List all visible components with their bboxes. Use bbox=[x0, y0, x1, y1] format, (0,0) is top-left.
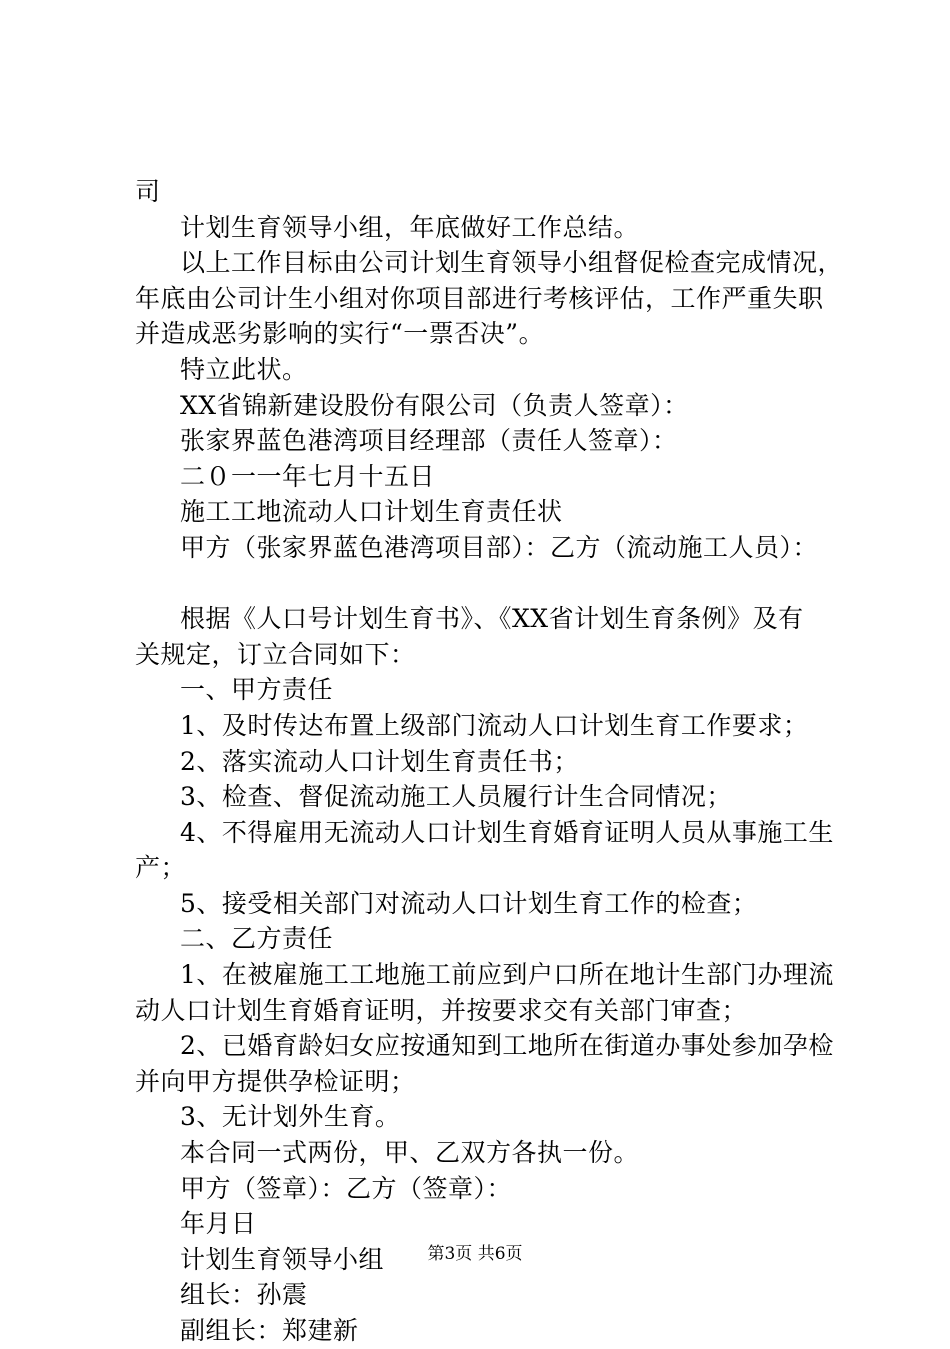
text-line: 年底由公司计生小组对你项目部进行考核评估，工作严重失职 bbox=[135, 283, 824, 313]
signature-line: 甲方（签章）：乙方（签章）： bbox=[180, 1173, 513, 1203]
parties-line: 甲方（张家界蓝色港湾项目部）：乙方（流动施工人员）： bbox=[180, 532, 819, 562]
page-number: 第3页 共6页 bbox=[427, 1244, 523, 1264]
list-item: 5、接受相关部门对流动人口计划生育工作的检查； bbox=[180, 888, 758, 918]
list-item: 4、不得雇用无流动人口计划生育婚育证明人员从事施工生 bbox=[180, 817, 834, 847]
text-line: 计划生育领导小组 bbox=[180, 1244, 385, 1274]
text-line: 关规定，订立合同如下： bbox=[135, 639, 416, 669]
section-heading: 二、乙方责任 bbox=[180, 924, 334, 954]
section-heading: 一、甲方责任 bbox=[180, 675, 334, 705]
list-item: 1、在被雇施工工地施工前应到户口所在地计生部门办理流 bbox=[180, 960, 834, 990]
list-item: 3、无计划外生育。 bbox=[180, 1102, 401, 1132]
list-item-continuation: 并向甲方提供孕检证明； bbox=[135, 1066, 416, 1096]
date-line: 年月日 bbox=[180, 1209, 257, 1239]
text-line: 特立此状。 bbox=[180, 354, 308, 384]
text-line: 张家界蓝色港湾项目经理部（责任人签章）： bbox=[180, 426, 678, 456]
text-line: 司 bbox=[135, 177, 161, 206]
text-line: 并造成恶劣影响的实行“一票否决”。 bbox=[135, 319, 545, 349]
text-line: 根据《人口号计划生育书》、《XX省计划生育条例》及有 bbox=[180, 604, 804, 634]
list-item-continuation: 产； bbox=[135, 853, 187, 883]
list-item: 2、已婚育龄妇女应按通知到工地所在街道办事处参加孕检 bbox=[180, 1031, 834, 1061]
section-title: 施工工地流动人口计划生育责任状 bbox=[180, 497, 563, 527]
list-item-continuation: 动人口计划生育婚育证明，并按要求交有关部门审查； bbox=[135, 995, 748, 1025]
text-line: 副组长：郑建新 bbox=[180, 1316, 359, 1345]
list-item: 2、落实流动人口计划生育责任书； bbox=[180, 746, 579, 776]
text-line: 以上工作目标由公司计划生育领导小组督促检查完成情况， bbox=[180, 248, 844, 278]
page-footer bbox=[0, 1244, 950, 1264]
list-item: 3、检查、督促流动施工人员履行计生合同情况； bbox=[180, 782, 732, 812]
text-line: XX省锦新建设股份有限公司（负责人签章）： bbox=[180, 390, 689, 420]
blank-line bbox=[135, 566, 835, 602]
text-line: 本合同一式两份，甲、乙双方各执一份。 bbox=[180, 1138, 640, 1168]
date-line: 二０一一年七月十五日 bbox=[180, 461, 436, 491]
document-body bbox=[135, 174, 844, 1349]
text-line: 计划生育领导小组，年底做好工作总结。 bbox=[180, 212, 640, 242]
list-item: 1、及时传达布置上级部门流动人口计划生育工作要求； bbox=[180, 710, 809, 740]
text-line: 组长：孙震 bbox=[180, 1280, 308, 1310]
